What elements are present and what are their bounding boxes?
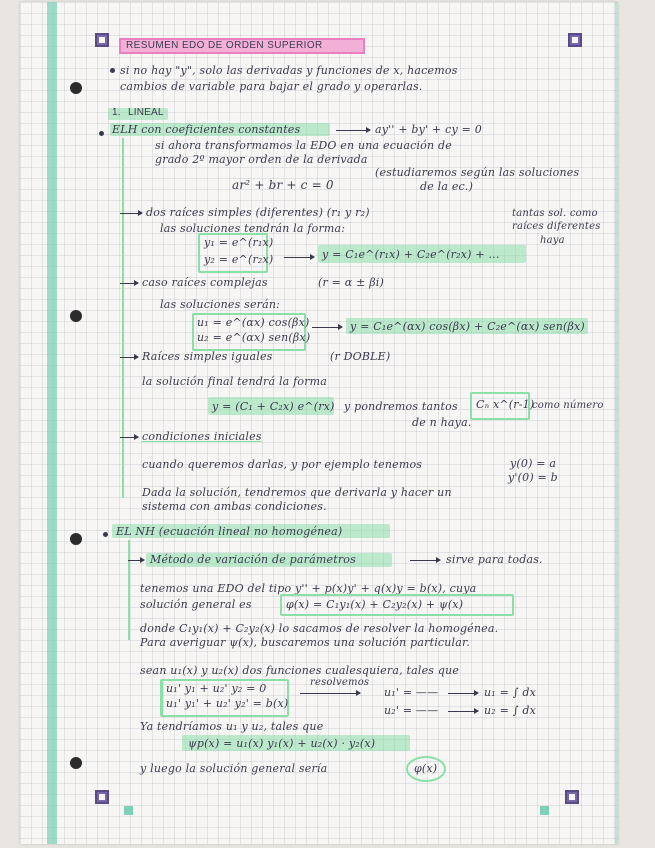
intro-line-2: cambios de variable para bajar el grado y operarlas. <box>120 80 423 93</box>
general-solution: y = C₁e^(αx) cos(βx) + C₂e^(αx) sen(βx) <box>350 320 585 333</box>
text-line: Para averiguar ψ(x), buscaremos una solución particular. <box>140 636 470 649</box>
solution-y1: y₁ = e^(r₁x) <box>204 236 274 249</box>
corner-square <box>124 806 133 815</box>
arrow <box>120 437 138 438</box>
case-distinct-heading: dos raíces simples (diferentes) (r₁ y r₂) <box>146 206 370 219</box>
arrow <box>448 693 478 694</box>
u2-derivative: u₂' = —— <box>384 704 439 717</box>
method-heading: Método de variación de parámetros <box>150 553 356 566</box>
arrow <box>128 560 144 561</box>
text-line: tenemos una EDO del tipo y'' + p(x)y' + q(x)y = b(x), cuya <box>140 582 477 595</box>
section-rule <box>122 138 124 498</box>
arrow <box>312 327 342 328</box>
side-note: como número <box>532 400 604 411</box>
side-note: haya <box>540 235 565 246</box>
condition-1: y(0) = a <box>510 457 557 470</box>
study-note: de la ec.) <box>420 180 474 193</box>
elh-equation: ay'' + by' + cy = 0 <box>375 123 482 136</box>
text-line: las soluciones tendrán la forma: <box>160 222 346 235</box>
solution-u1: u₁ = e^(αx) cos(βx) <box>197 316 310 329</box>
study-note: (estudiaremos según las soluciones <box>375 166 580 179</box>
initial-conditions-heading: condiciones iniciales <box>142 430 262 443</box>
arrow <box>120 283 138 284</box>
particular-solution: ψp(x) = u₁(x) y₁(x) + u₂(x) · y₂(x) <box>188 737 376 750</box>
corner-mark <box>565 790 579 804</box>
side-note: de n haya. <box>412 416 472 429</box>
complex-root-form: (r = α ± βi) <box>318 276 384 289</box>
arrow <box>448 711 478 712</box>
section-number: 1. <box>112 107 121 118</box>
u1-derivative: u₁' = —— <box>384 686 439 699</box>
final-solution: φ(x) <box>414 762 438 775</box>
binder-hole <box>70 82 82 94</box>
binder-hole <box>70 757 82 769</box>
corner-mark <box>95 33 109 47</box>
text-line: grado 2º mayor orden de la derivada <box>155 153 368 166</box>
page-edge <box>615 2 618 844</box>
text-line: y luego la solución general sería <box>140 762 328 775</box>
arrow <box>120 213 142 214</box>
condition-2: y'(0) = b <box>508 471 558 484</box>
text-line: solución general es <box>140 598 252 611</box>
bullet <box>99 131 104 136</box>
page-title: RESUMEN EDO DE ORDEN SUPERIOR <box>126 40 323 51</box>
bullet <box>103 532 108 537</box>
text-line: cuando queremos darlas, y por ejemplo tenemos <box>142 458 423 471</box>
corner-square <box>540 806 549 815</box>
binder-hole <box>70 533 82 545</box>
case-double-heading: Raíces simples iguales <box>142 350 273 363</box>
text-line: la solución final tendrá la forma <box>142 375 328 388</box>
binder-hole <box>70 310 82 322</box>
section-heading: EL NH (ecuación lineal no homogénea) <box>116 525 343 538</box>
side-note: tantas sol. como <box>512 208 598 219</box>
section-heading: LINEAL <box>128 107 164 118</box>
general-solution: φ(x) = C₁y₁(x) + C₂y₂(x) + ψ(x) <box>286 598 464 611</box>
margin-strip <box>47 2 57 844</box>
system-eq-2: u₁' y₁' + u₂' y₂' = b(x) <box>166 697 289 710</box>
text-line: Dada la solución, tendremos que derivarla y hacer un <box>142 486 452 499</box>
text-line: sean u₁(x) y u₂(x) dos funciones cualesquiera, tales que <box>140 664 460 677</box>
general-solution: y = C₁e^(r₁x) + C₂e^(r₂x) + ... <box>322 248 500 261</box>
arrow <box>284 257 314 258</box>
system-eq-1: u₁' y₁ + u₂' y₂ = 0 <box>166 682 267 695</box>
intro-line-1: si no hay "y", solo las derivadas y funciones de x, hacemos <box>120 64 458 77</box>
corner-mark <box>95 790 109 804</box>
case-complex-heading: caso raíces complejas <box>142 276 268 289</box>
arrow <box>300 693 360 694</box>
characteristic-equation: ar² + br + c = 0 <box>232 178 334 192</box>
bullet <box>110 68 115 73</box>
solve-label: resolvemos <box>310 677 370 688</box>
general-solution: y = (C₁ + C₂x) e^(rx) <box>212 400 335 413</box>
text-line: y pondremos tantos <box>344 400 458 413</box>
double-root-term: Cₙ x^(r-1) <box>476 398 535 411</box>
u2-integral: u₂ = ∫ dx <box>484 704 536 717</box>
method-note: sirve para todas. <box>446 553 543 566</box>
elh-title: ELH con coeficientes constantes <box>112 123 301 136</box>
arrow <box>410 560 440 561</box>
arrow <box>120 357 138 358</box>
double-root-note: (r DOBLE) <box>330 350 391 363</box>
side-note: raíces diferentes <box>512 221 601 232</box>
arrow <box>336 130 370 131</box>
text-line: donde C₁y₁(x) + C₂y₂(x) lo sacamos de resolver la homogénea. <box>140 622 499 635</box>
corner-mark <box>568 33 582 47</box>
text-line: sistema con ambas condiciones. <box>142 500 327 513</box>
u1-integral: u₁ = ∫ dx <box>484 686 536 699</box>
section-rule <box>128 540 130 640</box>
text-line: si ahora transformamos la EDO en una ecuación de <box>155 139 452 152</box>
solution-u2: u₂ = e^(αx) sen(βx) <box>197 331 311 344</box>
text-line: Ya tendríamos u₁ y u₂, tales que <box>140 720 324 733</box>
solution-y2: y₂ = e^(r₂x) <box>204 253 274 266</box>
text-line: las soluciones serán: <box>160 298 281 311</box>
